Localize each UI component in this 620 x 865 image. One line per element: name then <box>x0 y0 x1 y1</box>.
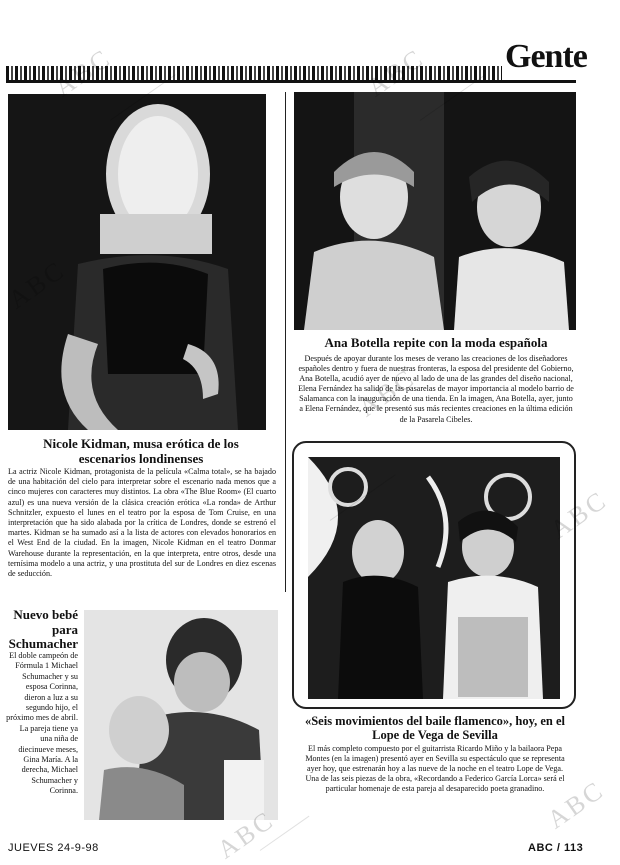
kidman-headline: Nicole Kidman, musa erótica de los escenarios londinenses <box>43 436 239 466</box>
botella-body: Después de apoyar durante los meses de verano las creaciones de los diseñadores españoles dentro y fuera de nuestras fronteras, la esposa del presidente del Gobierno, Ana Botella, acudió ayer de nuevo al lado de una de las grandes del diseño nacional, Elena Fernández ha salido de las pasarelas de mayor importancia al modelo barrio de Salamanca con la inauguración de una tienda. En la imagen, Ana Botella, ayer, junto a Elena Fernández, que le presentó sus más recientes creaciones en la última edición de la Pasarela Cibeles. <box>298 354 574 424</box>
flamenco-photo-frame <box>292 441 576 709</box>
footer-page-number: ABC / 113 <box>528 842 584 854</box>
abc-watermark: ABC <box>542 774 610 835</box>
abc-watermark: ABC <box>212 804 280 865</box>
section-title: Gente <box>505 38 587 75</box>
schumacher-body: El doble campeón de Fórmula 1 Michael Schumacher y su esposa Corinna, dieron a luz a su segundo hijo, el próximo mes de abril. La pareja tiene ya una niña de diecinueve meses, Gina María. A la derecha, Michael Schumacher y Corinna. <box>6 651 78 796</box>
header-underline <box>6 80 576 83</box>
column-divider <box>285 92 286 592</box>
abc-watermark: ABC <box>353 362 421 423</box>
schumacher-headline: Nuevo bebé para Schumacher <box>8 607 78 652</box>
header-decorative-rule <box>6 66 502 80</box>
flamenco-body: El más completo compuesto por el guitarrista Ricardo Miño y la bailaora Pepa Montes (en la imagen) presentó ayer en Sevilla su espectáculo que se representa ayer hoy, que estrenarán hoy a las nueve de la noche en el teatro Lope de Vega. Una de las seis piezas de la obra, «Recordando a Federico García Lorca» será el particular homenaje de esta pareja al desaparecido poeta granadino. <box>305 744 565 793</box>
watermark-line <box>260 816 310 851</box>
kidman-photo <box>8 94 266 430</box>
botella-photo <box>294 92 576 330</box>
botella-headline: Ana Botella repite con la moda española <box>324 335 548 350</box>
kidman-body: La actriz Nicole Kidman, protagonista de la película «Calma total», se ha bajado de una habitación del cielo para interpretar sobre el escenario nada menos que a cinco mujeres con caracteres muy distintos. La obra «The Blue Room» (El cuarto azul) es una nueva versión de la clásica creación erótica «La ronda» de Arthur Schnitzler, expuesto el lunes en el teatro por la esposa de Tom Cruise, en una interpretación que ha sido alabada por la crítica de Londres, donde se estrenó el martes. Kidman se ha sumado así a la lista de actores con elevados honorarios en el West End de la ciudad. En la imagen, Nicole Kidman en el teatro Donmar Warehouse durante la representación, en la que interpreta, entre otros, desde una ternísima modelo a una actriz, y una prostituta del sur de Londres en diez escenas de seducción. <box>8 467 276 579</box>
footer-date: JUEVES 24-9-98 <box>8 842 99 854</box>
schumacher-photo <box>84 610 278 820</box>
flamenco-headline: «Seis movimientos del baile flamenco», hoy, en el Lope de Vega de Sevilla <box>304 714 566 742</box>
abc-watermark: ABC <box>545 484 613 545</box>
flamenco-photo <box>308 457 560 699</box>
